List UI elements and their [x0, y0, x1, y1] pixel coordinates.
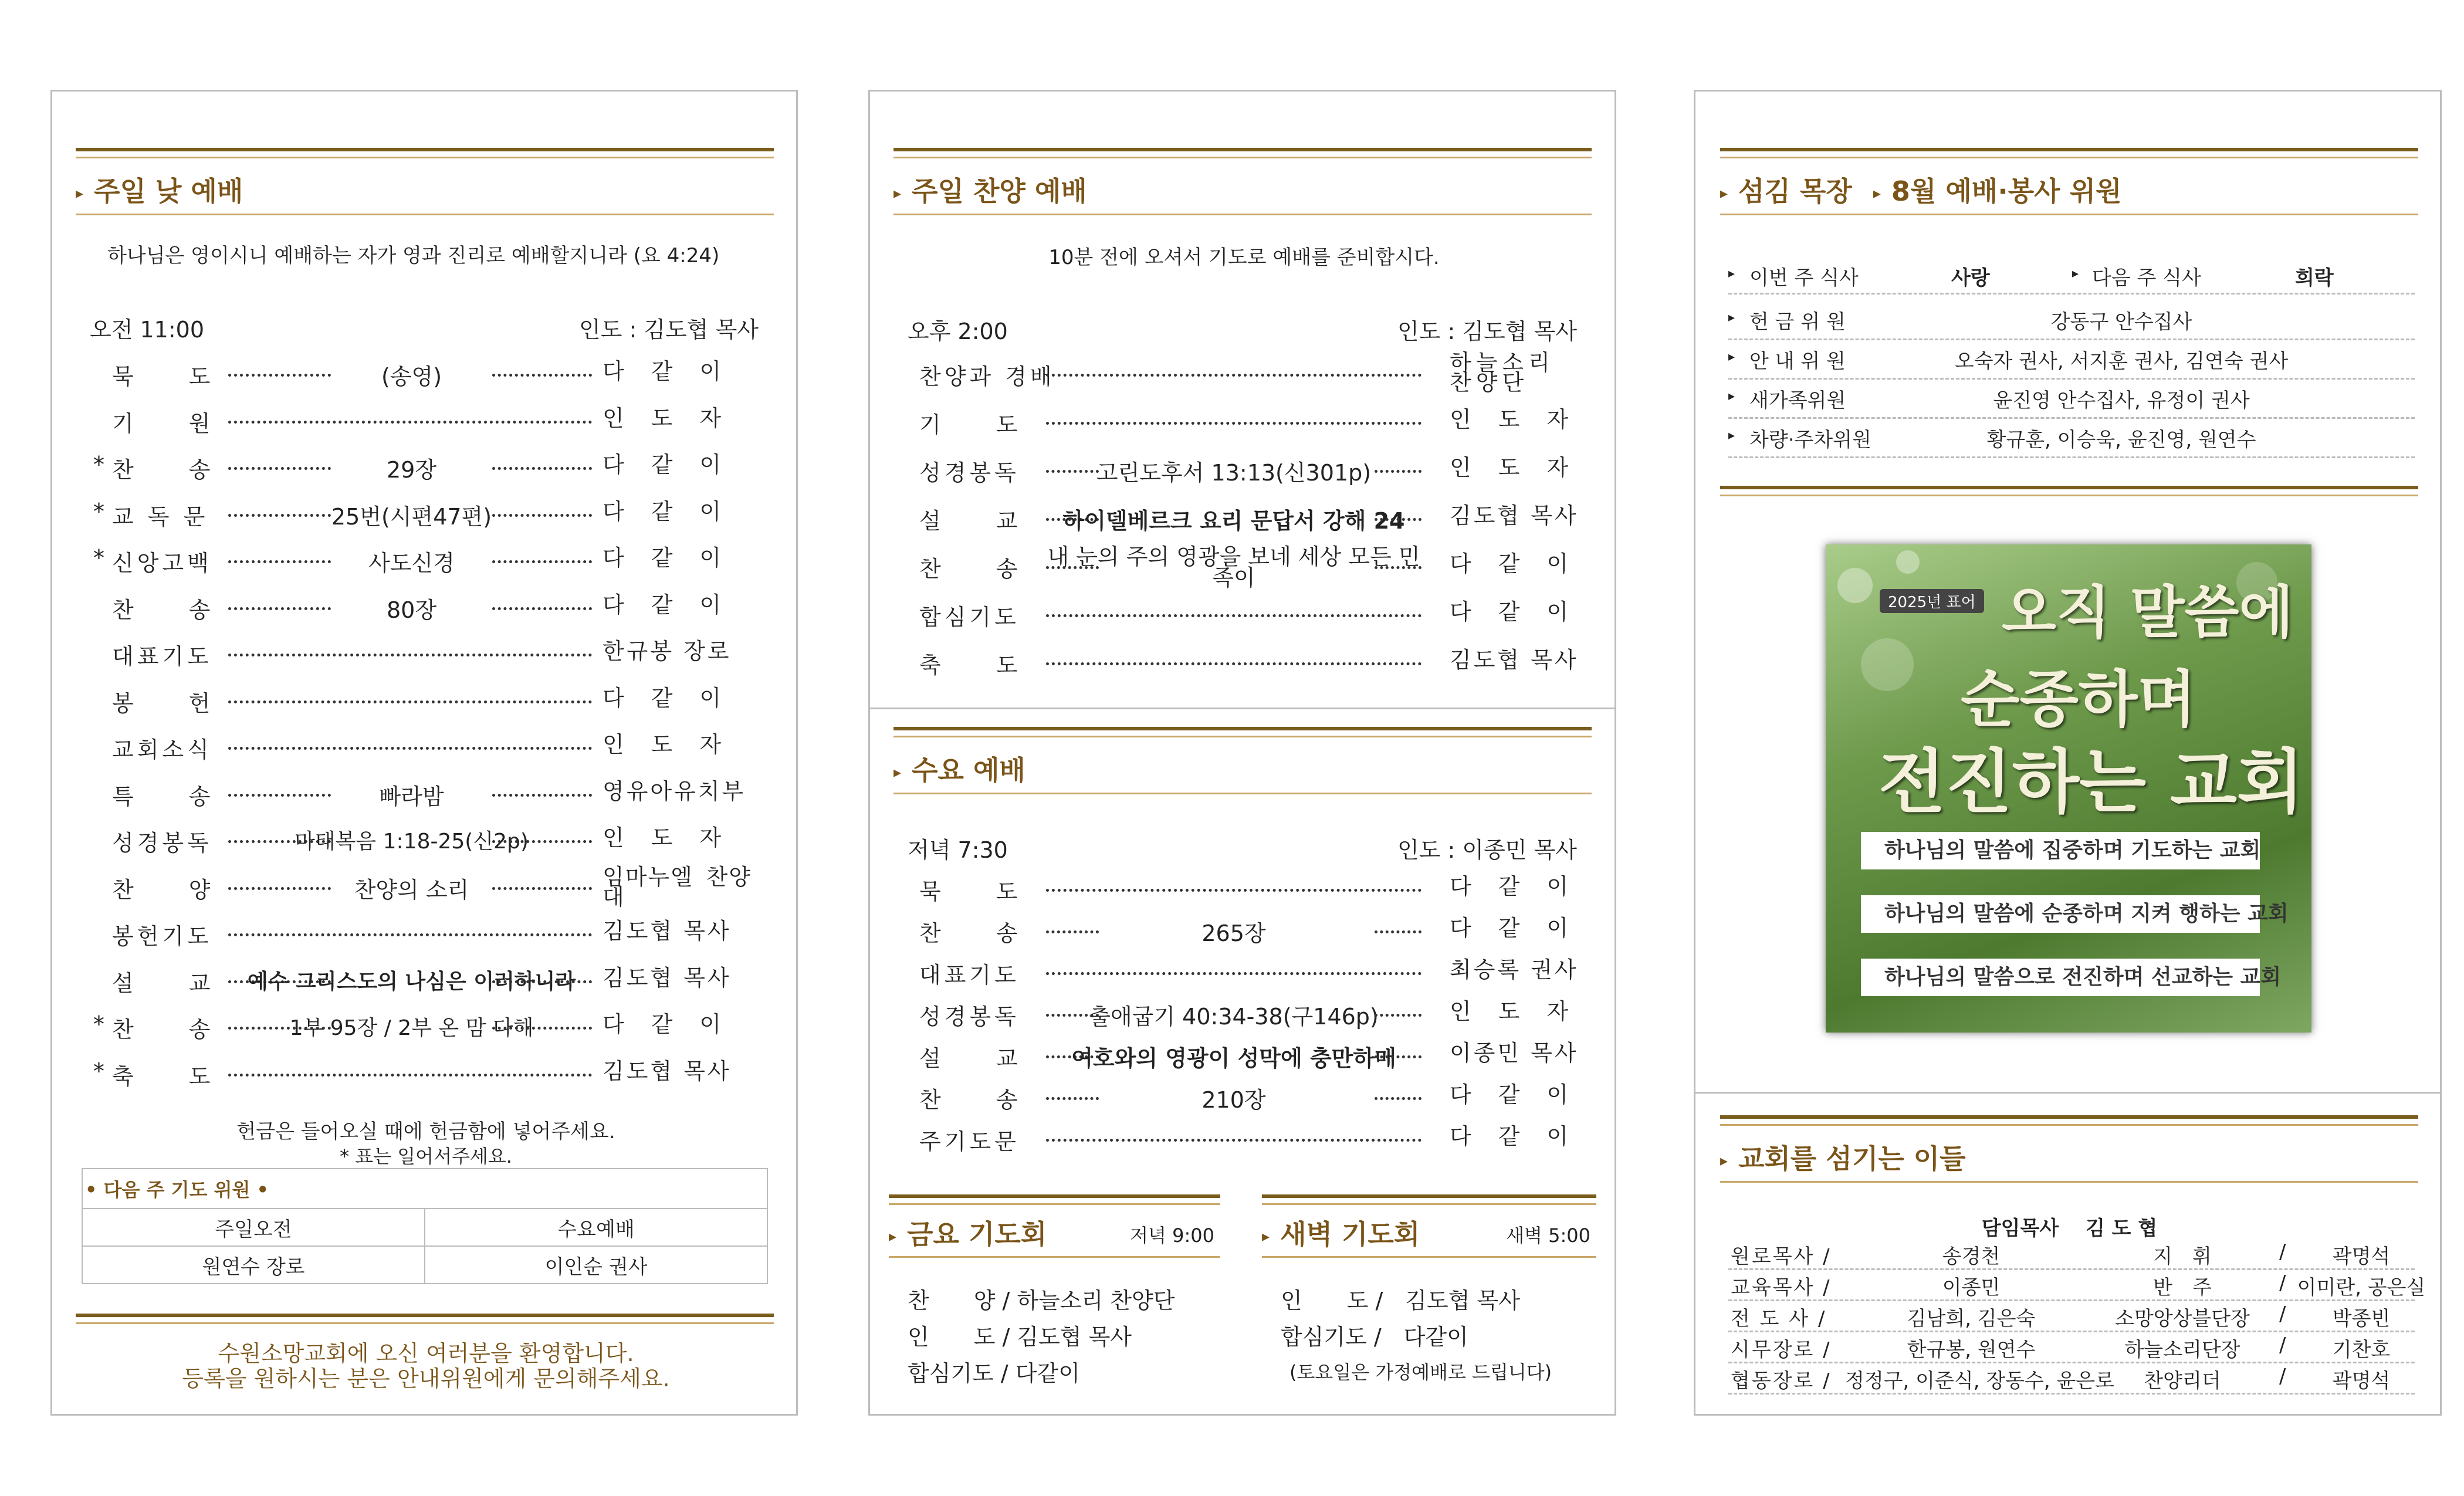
item-name: 교 독 문: [112, 503, 209, 530]
divider: [76, 1314, 774, 1324]
item-name: 봉 헌: [112, 690, 214, 716]
item-person: 다 같 이: [1450, 1123, 1571, 1149]
leader-dots: [228, 700, 592, 703]
item-name: 주기도문: [919, 1129, 1020, 1155]
staff-role-right: 지 휘: [2153, 1245, 2212, 1268]
item-content: 출애굽기 40:34-38(구146p): [1089, 1004, 1379, 1030]
service-time: 오전 11:00: [90, 317, 205, 343]
item-name: 묵 도: [112, 364, 214, 390]
section-title: 금요 기도회: [907, 1219, 1047, 1250]
next-week-label: 다음 주 식사: [2092, 266, 2201, 290]
prayer-head-wednesday: 수요예배: [425, 1209, 767, 1246]
service-row: [52, 638, 800, 673]
service-row: [52, 592, 800, 627]
praise-time: 오후 2:00: [908, 319, 1008, 344]
item-name: 성경봉독: [919, 1004, 1020, 1030]
leader-dots: [1375, 518, 1421, 521]
row-divider: [1728, 1299, 2415, 1301]
service-row: [870, 874, 1618, 909]
row-divider: [1728, 339, 2415, 340]
triangle-icon: ▸: [1728, 428, 1735, 443]
leader-dots: [228, 933, 592, 936]
committee-label: 헌 금 위 원: [1749, 310, 1846, 334]
item-person: 다 같 이: [603, 685, 724, 711]
dawn-line-1: 인 도 / 김도협 목사: [1281, 1288, 1520, 1314]
staff-role: 원로목사 /: [1731, 1245, 1832, 1268]
this-week-label: 이번 주 식사: [1749, 266, 1859, 290]
dawn-line-2: 합심기도 / 다같이: [1281, 1324, 1468, 1350]
praise-leader: 인도 : 김도협 목사: [1397, 319, 1577, 344]
committee-row: [1728, 306, 2415, 341]
prayer-head-morning: 주일오전: [82, 1209, 425, 1246]
year-tag: 2025년 표어: [1880, 589, 1984, 613]
leader-dots: [228, 747, 592, 750]
panel-praise-wednesday: [868, 90, 1616, 1416]
triangle-icon: ▸: [1262, 1227, 1270, 1245]
item-name: 찬 송: [919, 556, 1021, 582]
item-person: 김도협 목사: [1450, 503, 1579, 529]
item-person: 인 도 자: [603, 825, 724, 851]
staff-names: 이종민: [1942, 1276, 2001, 1299]
item-content: 80장: [386, 597, 437, 623]
service-row: [870, 455, 1618, 490]
item-person: 인 도 자: [1450, 455, 1571, 480]
welcome-line-2: 등록을 원하시는 분은 안내위원에게 문의해주세요.: [182, 1366, 670, 1392]
staff-role-right: 소망앙상블단장: [2115, 1307, 2250, 1331]
standing-mark: *: [93, 452, 104, 478]
next-week-value: 희락: [2295, 266, 2334, 290]
item-person: 인 도 자: [1450, 407, 1571, 432]
service-row: [52, 864, 800, 910]
staff-role-right: 찬양리더: [2144, 1369, 2221, 1393]
staff-names: 김남희, 김은숙: [1907, 1307, 2036, 1331]
friday-line-3: 합심기도 / 다같이: [908, 1360, 1080, 1386]
item-name: 설 교: [919, 508, 1021, 534]
staff-role: 협동장로 /: [1731, 1369, 1832, 1393]
item-content: (송영): [381, 364, 442, 390]
section-title: 주일 낮 예배: [94, 175, 243, 207]
leader-dots: [492, 374, 592, 377]
committee-row: [1728, 424, 2415, 459]
service-row: [870, 350, 1618, 395]
triangle-icon: ▸: [893, 184, 902, 202]
welcome-line-1: 수원소망교회에 오신 여러분을 환영합니다.: [218, 1341, 634, 1366]
staff-role-right: 반 주: [2153, 1276, 2212, 1299]
service-row: [870, 1040, 1618, 1075]
leader-dots: [1375, 470, 1421, 473]
item-content: 예수 그리스도의 나심은 이러하니라: [247, 969, 576, 994]
service-row: [870, 544, 1618, 591]
row-divider: [1728, 1331, 2415, 1332]
banner-line-3: 전진하는 교회: [1879, 742, 2304, 823]
leader-dots: [492, 887, 592, 890]
friday-header: [889, 1194, 1220, 1265]
triangle-icon: ▸: [1728, 389, 1735, 404]
wednesday-time: 저녁 7:30: [908, 837, 1008, 863]
triangle-icon: ▸: [76, 184, 84, 202]
item-person: 다 같 이: [603, 1011, 724, 1037]
item-name: 설 교: [919, 1045, 1021, 1071]
item-person: 다 같 이: [1450, 599, 1571, 625]
leader-dots: [228, 1074, 592, 1077]
item-person: 다 같 이: [1450, 915, 1571, 941]
service-row: [870, 957, 1618, 992]
leader-dots: [1046, 1139, 1421, 1142]
dawn-header: [1262, 1194, 1596, 1265]
friday-line-1: 찬 양 / 하늘소리 찬양단: [908, 1288, 1175, 1314]
service-row: [870, 1123, 1618, 1159]
slash: /: [2279, 1302, 2286, 1326]
standing-note: * 표는 일어서주세요.: [340, 1145, 512, 1167]
section-header: [893, 148, 1592, 218]
leader-dots: [1046, 889, 1421, 892]
triangle-icon: ▸: [889, 1227, 897, 1245]
row-divider: [1728, 1393, 2415, 1395]
item-name: 교회소식: [112, 737, 212, 763]
item-person: 인 도 자: [603, 405, 724, 431]
service-row: [870, 647, 1618, 682]
item-name: 봉헌기도: [112, 923, 212, 949]
leader-dots: [228, 654, 592, 656]
section-header: [1720, 1115, 2418, 1186]
service-row: [870, 1082, 1618, 1117]
service-row: [52, 918, 800, 953]
section-header: [893, 727, 1592, 797]
item-person: 한규봉 장로: [603, 638, 732, 664]
item-content: 찬양의 소리: [354, 876, 469, 903]
item-name: 성경봉독: [112, 830, 212, 856]
section-title-2: 8월 예배·봉사 위원: [1891, 175, 2122, 207]
item-content: 빠라밤: [379, 783, 444, 810]
staff-role: 교육목사 /: [1731, 1276, 1832, 1299]
motto-1: 하나님의 말씀에 집중하며 기도하는 교회: [1861, 832, 2260, 869]
next-prayer-title: • 다음 주 기도 위원 •: [85, 1179, 269, 1201]
item-person: 김도협 목사: [603, 918, 732, 944]
committee-row: [1728, 384, 2415, 419]
triangle-icon: ▸: [1873, 184, 1881, 202]
section-title: 주일 찬양 예배: [912, 175, 1087, 207]
leader-dots: [1375, 1014, 1421, 1017]
item-name: 신앙고백: [112, 550, 212, 576]
committee-row: [1728, 345, 2415, 380]
leader-dots: [492, 794, 592, 797]
committee-label: 새가족위원: [1749, 389, 1846, 412]
motto-3: 하나님의 말씀으로 전진하며 선교하는 교회: [1861, 959, 2260, 996]
panel-sunday-service: [50, 90, 798, 1416]
item-person: 하늘소리 찬양단: [1450, 350, 1555, 395]
item-person: 다 같 이: [1450, 551, 1571, 577]
item-name: 찬 송: [112, 597, 214, 623]
standing-mark: *: [93, 498, 104, 524]
scripture-verse: 하나님은 영이시니 예배하는 자가 영과 진리로 예배할지니라 (요 4:24): [107, 244, 720, 268]
item-name: 성경봉독: [919, 460, 1020, 486]
friday-time: 저녁 9:00: [1130, 1224, 1214, 1247]
banner-line-1: 오직 말씀에: [2002, 580, 2294, 645]
staff-names: 한규봉, 원연수: [1907, 1338, 2036, 1362]
leader-dots: [492, 980, 592, 983]
staff-row: [1695, 1271, 2443, 1307]
service-row: [52, 685, 800, 720]
service-leader: 인도 : 김도협 목사: [579, 317, 759, 343]
prayer-name-morning: 원연수 장로: [82, 1246, 425, 1284]
item-person: 인 도 자: [603, 732, 724, 757]
slash: /: [2279, 1333, 2286, 1357]
slash: /: [2279, 1240, 2286, 1264]
item-name: 축 도: [112, 1063, 214, 1089]
staff-names-right: 곽명석: [2332, 1245, 2391, 1268]
service-row: [52, 965, 800, 1000]
praise-notice: 10분 전에 오셔서 기도로 예배를 준비합시다.: [1048, 246, 1440, 269]
leader-dots: [1046, 972, 1421, 975]
item-person: 김도협 목사: [603, 1058, 732, 1084]
item-name: 찬양과 경배: [919, 364, 1055, 390]
standing-mark: *: [93, 1011, 104, 1037]
leader-dots: [228, 421, 592, 424]
row-divider: [1728, 1362, 2415, 1363]
item-name: 합심기도: [919, 604, 1020, 630]
triangle-icon: ▸: [1720, 184, 1728, 202]
item-person: 김도협 목사: [603, 964, 732, 991]
item-person: 다 같 이: [1450, 874, 1571, 899]
leader-dots: [1375, 1097, 1421, 1100]
item-person: 다 같 이: [603, 452, 724, 478]
item-name: 설 교: [112, 970, 214, 996]
item-content: 25번(시편47편): [331, 503, 492, 530]
leader-dots: [1375, 1055, 1421, 1058]
standing-mark: *: [93, 1058, 104, 1084]
item-person: 임마누엘 찬양대: [603, 864, 752, 910]
next-prayer-table: [82, 1208, 768, 1284]
service-row: [870, 503, 1618, 538]
prayer-name-wednesday: 이인순 권사: [425, 1246, 767, 1284]
committee-value: 황규훈, 이승욱, 윤진영, 원연수: [1986, 428, 2256, 452]
this-week-value: 사랑: [1951, 266, 1990, 290]
section-title: 섬김 목장: [1738, 175, 1852, 207]
divider: [1720, 486, 2418, 496]
leader-dots: [1375, 930, 1421, 933]
staff-names-right: 기찬호: [2332, 1338, 2391, 1362]
staff-names-right: 이미란, 공은실: [2297, 1276, 2426, 1299]
item-name: 축 도: [919, 652, 1021, 678]
staff-row: [1695, 1240, 2443, 1275]
item-content: 사도신경: [368, 550, 455, 576]
leader-dots: [1375, 566, 1421, 569]
item-name: 찬 송: [919, 920, 1021, 946]
item-name: 대표기도: [919, 962, 1020, 988]
service-row: [870, 915, 1618, 950]
service-row: [870, 407, 1618, 442]
item-name: 기 원: [112, 410, 214, 436]
meal-row: ▸ 이번 주 식사 사랑 ▸ 다음 주 식사 희락: [1728, 262, 2415, 297]
banner-line-2: 순종하며: [1961, 664, 2196, 735]
item-content: 1부 95장 / 2부 온 맘 다해: [289, 1016, 534, 1040]
senior-pastor: 담임목사 김 도 협: [1981, 1217, 2158, 1240]
staff-names-right: 곽명석: [2332, 1369, 2391, 1393]
item-name: 대표기도: [112, 644, 212, 669]
staff-row: [1695, 1365, 2443, 1400]
service-row: [52, 545, 800, 580]
service-row: [52, 405, 800, 441]
item-content: 내 눈의 주의 영광을 보네 세상 모든 민족이: [1047, 544, 1420, 591]
staff-names: 정정구, 이준식, 장동수, 윤은로: [1845, 1369, 2114, 1393]
item-content: 265장: [1201, 920, 1266, 946]
committee-value: 강동구 안수집사: [2050, 310, 2192, 334]
item-person: 다 같 이: [1450, 1082, 1571, 1108]
row-divider: [1728, 417, 2415, 419]
panel-service-staff: [1694, 90, 2442, 1416]
triangle-icon: ▸: [1720, 1152, 1728, 1170]
section-title: 수요 예배: [912, 754, 1025, 786]
leader-dots: [492, 467, 592, 470]
leader-dots: [492, 840, 592, 843]
item-content: 여호와의 영광이 성막에 충만하매: [1071, 1045, 1396, 1071]
item-person: 다 같 이: [603, 358, 724, 384]
staff-role: 전 도 사 /: [1731, 1307, 1827, 1331]
service-row: [52, 499, 800, 534]
service-row: [52, 732, 800, 767]
item-person: 다 같 이: [603, 498, 724, 524]
triangle-icon: ▸: [1728, 310, 1735, 325]
item-content: 마태복음 1:18-25(신2p): [295, 830, 529, 854]
leader-dots: [1046, 614, 1421, 617]
item-name: 찬 송: [919, 1087, 1021, 1113]
staff-names: 송경천: [1942, 1245, 2001, 1268]
triangle-icon: ▸: [1728, 350, 1735, 364]
section-header: [76, 148, 774, 218]
leader-dots: [1046, 662, 1421, 665]
staff-role-right: 하늘소리단장: [2124, 1338, 2240, 1362]
service-row: [870, 999, 1618, 1034]
offering-note: 헌금은 들어오실 때에 헌금함에 넣어주세요.: [236, 1120, 615, 1143]
committee-value: 윤진영 안수집사, 유정이 권사: [1993, 389, 2250, 412]
service-row: [52, 452, 800, 487]
committee-label: 안 내 위 원: [1749, 350, 1846, 373]
item-content: 29장: [386, 457, 437, 483]
staff-names-right: 박종빈: [2332, 1307, 2391, 1331]
item-person: 최승록 권사: [1450, 957, 1579, 983]
dawn-time: 새벽 5:00: [1506, 1224, 1590, 1247]
item-name: 묵 도: [919, 879, 1021, 905]
item-person: 인 도 자: [1450, 999, 1571, 1024]
item-name: 기 도: [919, 412, 1021, 438]
item-content: 하이델베르크 요리 문답서 강해 24: [1062, 508, 1405, 534]
staff-role: 시무장로 /: [1731, 1338, 1832, 1362]
motto-banner: [1826, 544, 2311, 1033]
slash: /: [2279, 1271, 2286, 1295]
item-name: 찬 송: [112, 457, 214, 483]
service-row: [52, 825, 800, 860]
triangle-icon: ▸: [893, 763, 902, 781]
service-row: [52, 779, 800, 814]
motto-2: 하나님의 말씀에 순종하며 지켜 행하는 교회: [1861, 895, 2260, 933]
standing-mark: *: [93, 545, 104, 571]
section-title: 새벽 기도회: [1280, 1219, 1420, 1250]
item-person: 영유아유치부: [603, 778, 746, 804]
leader-dots: [492, 514, 592, 517]
leader-dots: [492, 560, 592, 563]
service-row: [52, 1011, 800, 1047]
leader-dots: [1046, 374, 1421, 377]
item-content: 고린도후서 13:13(신301p): [1096, 460, 1372, 486]
row-divider: [1728, 378, 2415, 380]
section-title: 교회를 섬기는 이들: [1738, 1143, 1966, 1175]
item-person: 이종민 목사: [1450, 1040, 1579, 1066]
item-person: 다 같 이: [603, 545, 724, 571]
row-divider: [1728, 456, 2415, 458]
leader-dots: [492, 607, 592, 610]
item-person: 김도협 목사: [1450, 647, 1579, 673]
item-name: 특 송: [112, 783, 214, 810]
item-person: 다 같 이: [603, 591, 724, 618]
leader-dots: [492, 1027, 592, 1030]
service-row: [870, 599, 1618, 634]
item-name: 찬 송: [112, 1017, 214, 1043]
row-divider: [1728, 293, 2415, 295]
leader-dots: [1046, 422, 1421, 425]
dawn-note: (토요일은 가정예배로 드립니다): [1289, 1361, 1552, 1383]
section-header: [1720, 148, 2418, 218]
staff-row: [1695, 1333, 2443, 1369]
service-row: [52, 358, 800, 394]
wednesday-leader: 인도 : 이종민 목사: [1397, 837, 1577, 863]
committee-label: 차량·주차위원: [1749, 428, 1871, 452]
committee-value: 오숙자 권사, 서지훈 권사, 김연숙 권사: [1954, 350, 2289, 373]
slash: /: [2279, 1365, 2286, 1388]
item-name: 찬 양: [112, 876, 214, 903]
service-row: [52, 1058, 800, 1094]
friday-line-2: 인 도 / 김도협 목사: [908, 1324, 1132, 1350]
item-content: 210장: [1201, 1087, 1266, 1113]
row-divider: [1728, 1268, 2415, 1270]
staff-row: [1695, 1302, 2443, 1338]
